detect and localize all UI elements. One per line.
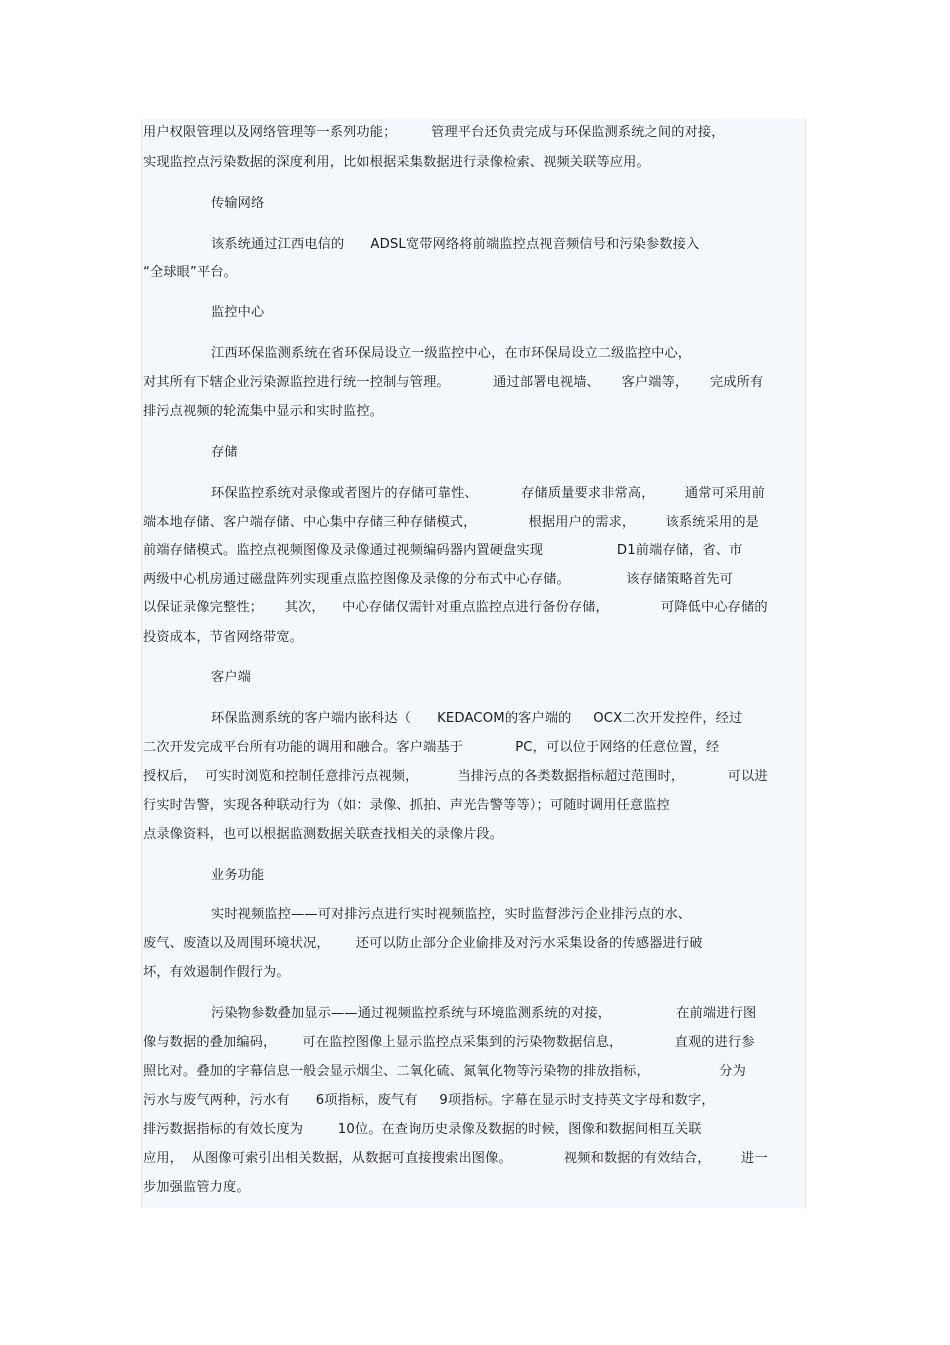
paragraph-line: 该系统通过江西电信的 ADSL宽带网络将前端监控点视音频信号和污染参数接入 — [211, 237, 700, 252]
paragraph-line: 像与数据的叠加编码， 可在监控图像上显示监控点采集到的污染物数据信息， 直观的进行参 — [143, 1035, 755, 1050]
intro-line: 实现监控点污染数据的深度利用，比如根据采集数据进行录像检索、视频关联等应用。 — [143, 155, 650, 170]
paragraph-line: 排污点视频的轮流集中显示和实时监控。 — [143, 404, 384, 419]
paragraph-line: 授权后， 可实时浏览和控制任意排污点视频， 当排污点的各类数据指标超过范围时， 可以进 — [143, 769, 768, 784]
section-heading-client: 客户端 — [211, 670, 252, 685]
paragraph-line: 照比对。叠加的字幕信息一般会显示烟尘、二氧化硫、氮氧化物等污染物的排放指标， 分为 — [143, 1064, 746, 1079]
section-heading-storage: 存储 — [211, 445, 238, 460]
paragraph-line: 步加强监管力度。 — [143, 1180, 250, 1195]
paragraph-line: 应用， 从图像可索引出相关数据，从数据可直接搜索出图像。 视频和数据的有效结合， 进一 — [143, 1151, 768, 1166]
paragraph-line: 污染物参数叠加显示——通过视频监控系统与环境监测系统的对接， 在前端进行图 — [211, 1006, 757, 1021]
paragraph-line: 点录像资料，也可以根据监测数据关联查找相关的录像片段。 — [143, 827, 504, 842]
paragraph-line: 实时视频监控——可对排污点进行实时视频监控，实时监督涉污企业排污点的水、 — [211, 907, 692, 922]
paragraph-line: 排污数据指标的有效长度为 10位。在查询历史录像及数据的时候，图像和数据间相互关联 — [143, 1122, 702, 1137]
paragraph-line: “全球眼”平台。 — [143, 265, 237, 280]
paragraph-line: 投资成本，节省网络带宽。 — [143, 630, 304, 645]
paragraph-line: 江西环保监测系统在省环保局设立一级监控中心，在市环保局设立二级监控中心， — [211, 346, 692, 361]
section-heading-transmission: 传输网络 — [211, 196, 265, 211]
paragraph-line: 行实时告警，实现各种联动行为（如：录像、抓拍、声光告警等等）；可随时调用任意监控 — [143, 798, 670, 813]
paragraph-line: 污水与废气两种，污水有 6项指标，废气有 9项指标。字幕在显示时支持英文字母和数字， — [143, 1093, 715, 1108]
paragraph-line: 以保证录像完整性； 其次， 中心存储仅需针对重点监控点进行备份存储， 可降低中心存储的 — [143, 600, 768, 615]
paragraph-line: 环保监控系统对录像或者图片的存储可靠性、 存储质量要求非常高， 通常可采用前 — [211, 486, 765, 501]
paragraph-line: 对其所有下辖企业污染源监控进行统一控制与管理。 通过部署电视墙、 客户端等， 完成所有 — [143, 375, 764, 390]
paragraph-line: 二次开发完成平台所有功能的调用和融合。客户端基于 PC，可以位于网络的任意位置，经 — [143, 740, 720, 755]
paragraph-line: 废气、废渣以及周围环境状况， 还可以防止部分企业偷排及对污水采集设备的传感器进行破 — [143, 936, 703, 951]
paragraph-line: 前端存储模式。监控点视频图像及录像通过视频编码器内置硬盘实现 D1前端存储，省、市 — [143, 543, 743, 558]
paragraph-line: 端本地存储、客户端存储、中心集中存储三种存储模式， 根据用户的需求， 该系统采用的是 — [143, 515, 759, 530]
paragraph-line: 两级中心机房通过磁盘阵列实现重点监控图像及录像的分布式中心存储。 该存储策略首先可 — [143, 572, 733, 587]
section-heading-business-functions: 业务功能 — [211, 868, 265, 883]
section-heading-monitoring-center: 监控中心 — [211, 305, 265, 320]
intro-line: 用户权限管理以及网络管理等一系列功能； 管理平台还负责完成与环保监测系统之间的对接， — [143, 125, 725, 140]
paragraph-line: 坏，有效遏制作假行为。 — [143, 965, 290, 980]
paragraph-line: 环保监测系统的客户端内嵌科达（ KEDACOM的客户端的 OCX二次开发控件，经过 — [211, 711, 743, 726]
